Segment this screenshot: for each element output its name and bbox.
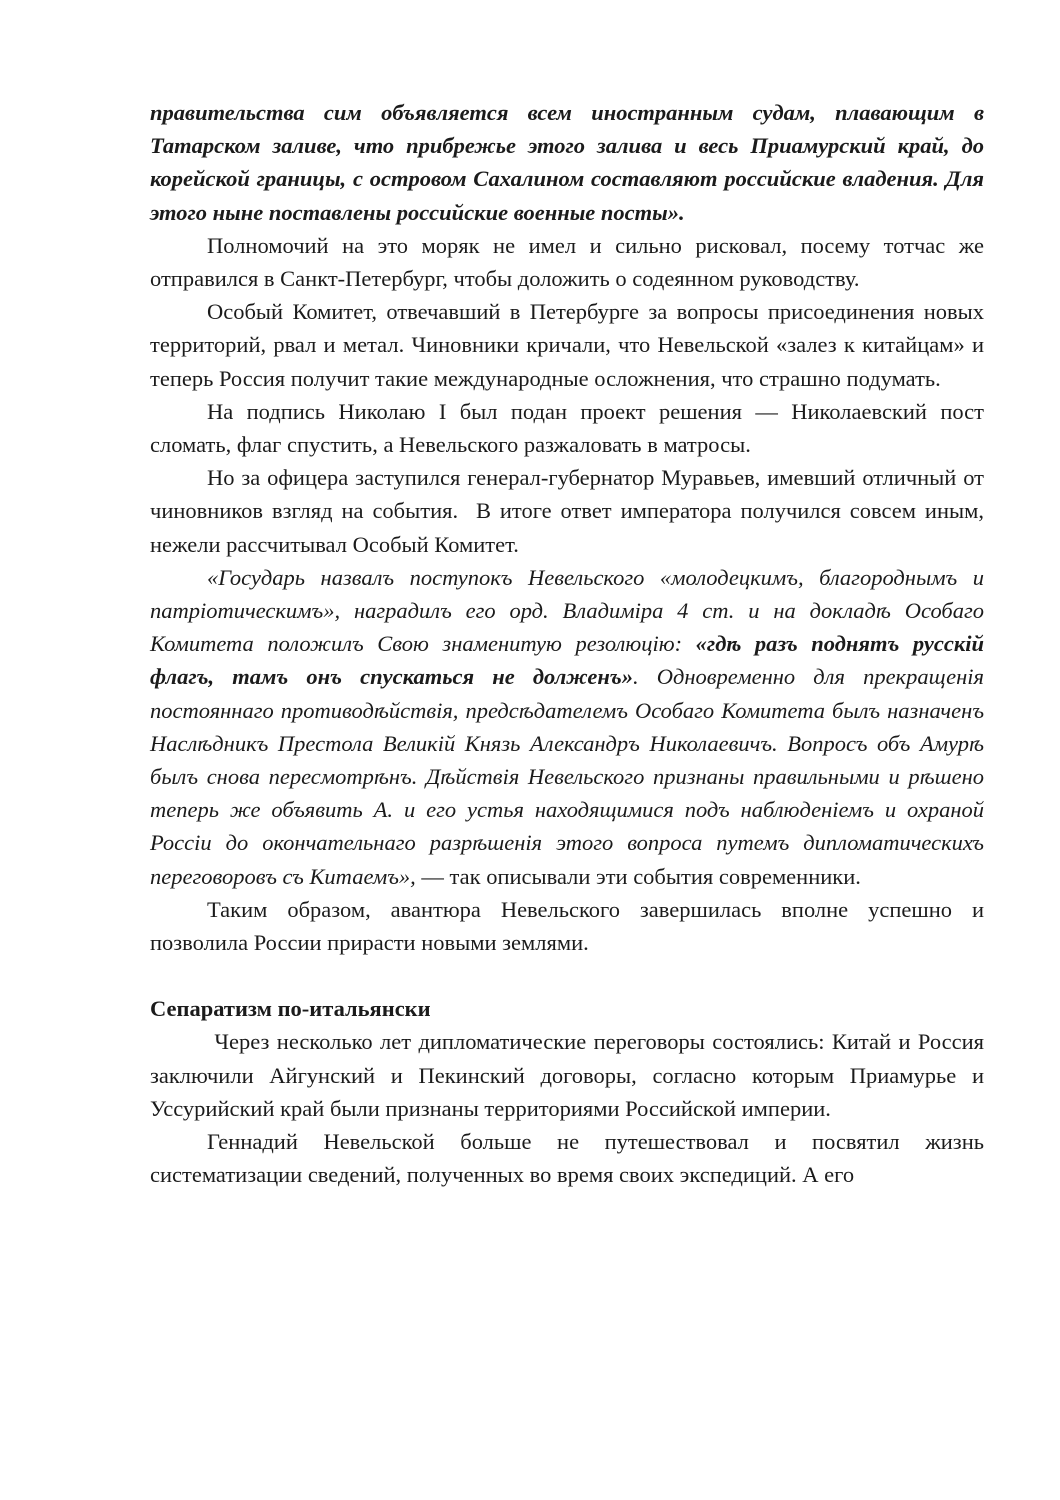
paragraph-historical-quote [150,561,990,893]
paragraph-opening-quote-continuation: правительства сим объявляется всем иностранным судам, плавающим в Татарском заливе, что прибрежье этого залива и весь Приамурский край, до корейской границы, с островом Сахалином составляют российские владения. Для этого ныне поставлены российские военные посты». [150,100,990,225]
quote-run-italic-2: . Одновременно для прекращенія постояннаго противодѣйствія, предсѣдателемъ Особаго Комитета былъ назначенъ Наслѣдникъ Престола Великій Князь Александръ Николаевичъ. Вопросъ объ Амурѣ былъ снова пересмотрѣнъ. Дѣйствія Невельского признаны правильными и рѣшено теперь же объявить А. и его устья находящимися подъ наблюденіемъ и охраной Россіи до окончательнаго разрѣшенія этого вопроса путемъ дипломатическихъ переговоровъ съ Китаемъ», [150,664,990,889]
paragraph-osobyi-komitet: Особый Комитет, отвечавший в Петербурге за вопросы присоединения новых территорий, рвал и метал. Чиновники кричали, что Невельской «залез к китайцам» и теперь Россия получит такие международные осложнения, что страшно подумать. [150,299,990,391]
paragraph-takim-obrazom: Таким образом, авантюра Невельского завершилась вполне успешно и позволила России прирасти новыми землями. [150,896,990,956]
paragraph-polnomochiy: Полномочий на это моряк не имел и сильно рисковал, посему тотчас же отправился в Санкт-Петербург, чтобы доложить о содеянном руководству. [150,232,990,292]
section-heading-separatizm: Сепаратизм по-итальянски [150,996,431,1022]
paragraph-gennadiy-nevelskoy: Геннадий Невельской больше не путешествовал и посвятил жизнь систематизации сведений, полученных во время своих экспедиций. А его [150,1129,990,1188]
paragraph-cherez-neskolko-let: Через несколько лет дипломатические переговоры состоялись: Китай и Россия заключили Айгунский и Пекинский договоры, согласно которым Приамурье и Уссурийский край были признаны территориями Российской империи. [150,1029,990,1121]
paragraph-no-za-ofitsera: Но за офицера заступился генерал-губернатор Муравьев, имевший отличный от чиновников взгляд на события. В итоге ответ императора получился совсем иным, нежели рассчитывал Особый Комитет. [150,465,990,557]
quote-run-attribution: — так описывали эти события современники. [421,863,861,889]
quote-run-italic-1: «Государь назвалъ поступокъ Невельского «молодецкимъ, благороднымъ и патріотическимъ», наградилъ его орд. Владиміра 4 ст. и на докладѣ Особаго Комитета положилъ Свою знаменитую резолюцію: [150,564,990,657]
quote-run-bold-resolution: «гдѣ разъ поднятъ русскій флагъ, тамъ онъ спускаться не долженъ» [150,631,990,690]
paragraph-na-podpis: На подпись Николаю I был подан проект решения — Николаевский пост сломать, флаг спустить, а Невельского разжаловать в матросы. [150,398,990,458]
